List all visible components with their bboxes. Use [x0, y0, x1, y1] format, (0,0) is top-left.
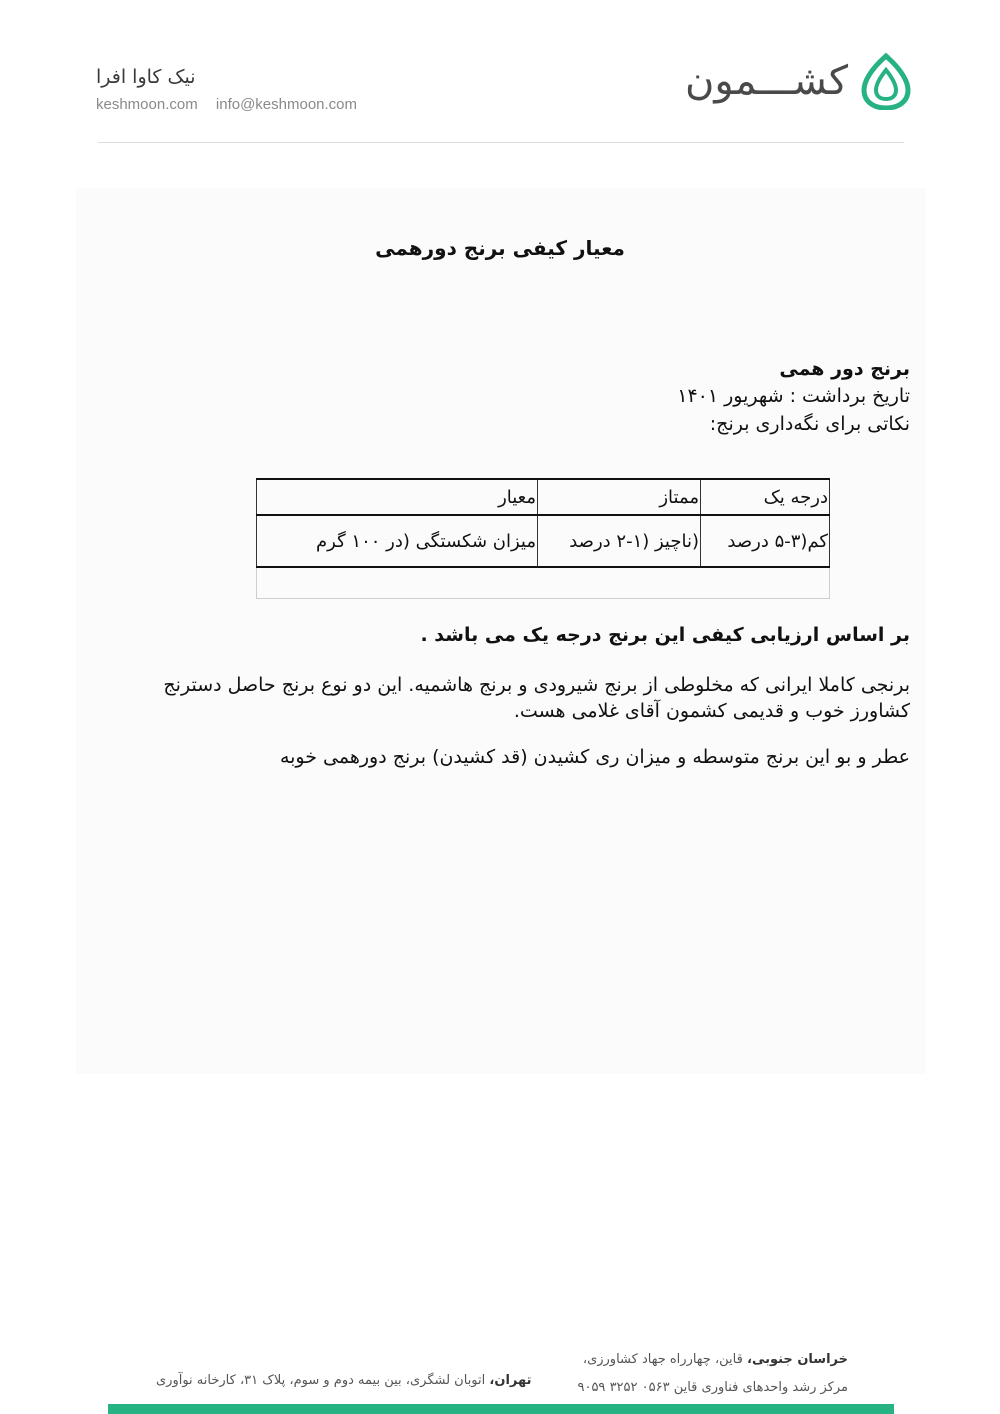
footer-region-line [577, 1346, 848, 1374]
leaf-logo-icon [860, 52, 912, 110]
document-title: معیار کیفی برنج دورهمی [375, 236, 625, 260]
table-header-row [257, 479, 830, 515]
footer-tehran-address: اتوبان لشگری، بین بیمه دوم و سوم، پلاک ۳۱، کارخانه نوآوری [156, 1373, 486, 1388]
table-empty-row [257, 567, 830, 599]
table-header-cell: ممتاز [538, 479, 701, 515]
header-left [96, 66, 416, 113]
footer-address-tehran [156, 1373, 531, 1388]
website-link[interactable]: keshmoon.com [96, 96, 198, 113]
logo [685, 52, 912, 110]
footer-center-line: مرکز رشد واحدهای فناوری قاین ۰۵۶۳ ۳۲۵۲ ۹۰۵۹ [577, 1380, 848, 1395]
table-cell-empty [257, 567, 538, 599]
footer-address-khorasan [577, 1346, 848, 1402]
table-cell-empty [701, 567, 830, 599]
table-header-cell: درجه یک [701, 479, 830, 515]
description-paragraph: برنجی کاملا ایرانی که مخلوطی از برنج شیرودی و برنج هاشمیه. این دو نوع برنج حاصل دسترنج کشاورز خوب و قدیمی کشمون آقای غلامی هست. [163, 674, 910, 722]
logo-text: کشـــمون [684, 58, 848, 104]
footer-region-address: قاین، چهارراه جهاد کشاورزی، [582, 1352, 743, 1367]
table-cell-empty [538, 567, 701, 599]
company-name: نیک کاوا افرا [96, 66, 196, 88]
email-link[interactable]: info@keshmoon.com [215, 96, 358, 113]
aroma-paragraph: عطر و بو این برنج متوسطه و میزان ری کشیدن (قد کشیدن) برنج دورهمی خوبه [279, 746, 910, 768]
grade-table [256, 478, 828, 600]
contact-links [96, 96, 416, 113]
table-cell: میزان شکستگی (در ۱۰۰ گرم [257, 515, 538, 567]
footer-accent-bar [108, 1404, 894, 1414]
table-row [257, 515, 830, 567]
table-cell: (ناچیز (۱-۲ درصد [538, 515, 701, 567]
storage-tips-heading: نکاتی برای نگه‌داری برنج: [709, 413, 910, 435]
footer-tehran: تهران، [489, 1373, 532, 1388]
table-header-cell: معیار [257, 479, 538, 515]
header-divider [98, 142, 904, 143]
harvest-date: تاریخ برداشت : شهریور ۱۴۰۱ [677, 385, 910, 407]
table-cell: کم(۳-۵ درصد [701, 515, 830, 567]
footer-region: خراسان جنوبی، [747, 1352, 848, 1367]
conclusion: بر اساس ارزیابی کیفی این برنج درجه یک می باشد . [420, 624, 910, 646]
product-name: برنج دور همی [779, 358, 910, 380]
